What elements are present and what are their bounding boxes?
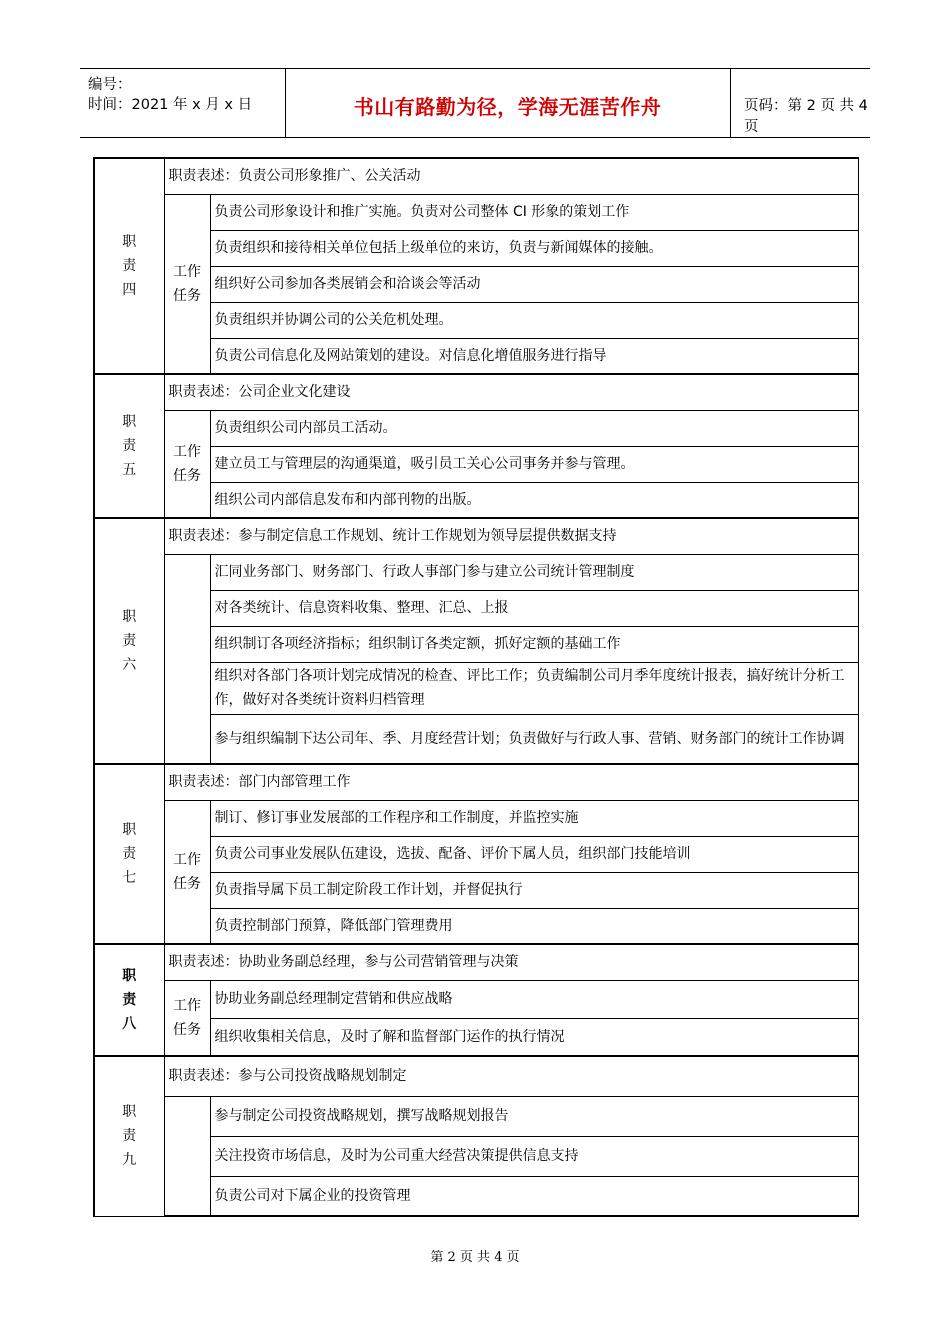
task-label-text: 工作 bbox=[173, 997, 201, 1014]
task-label-text: 工作 bbox=[173, 443, 201, 460]
duty-description-row bbox=[94, 374, 858, 410]
duty-description: 职责表述：公司企业文化建设 bbox=[164, 374, 858, 410]
page-info: 页码：第 2 页 共 4 页 bbox=[744, 98, 868, 135]
task-label-text: 工作 bbox=[173, 263, 201, 280]
task-label bbox=[164, 1096, 210, 1216]
page-header bbox=[80, 68, 870, 138]
duty-label-char: 职 bbox=[122, 234, 137, 250]
header-page-cell bbox=[730, 69, 870, 137]
duty-task-row bbox=[94, 1096, 858, 1136]
task-item: 负责组织公司内部员工活动。 bbox=[210, 410, 858, 446]
duty-description: 职责表述：参与公司投资战略规划制定 bbox=[164, 1056, 858, 1096]
page-footer: 第 2 页 共 4 页 bbox=[430, 1250, 520, 1265]
duty-description: 职责表述：参与制定信息工作规划、统计工作规划为领导层提供数据支持 bbox=[164, 518, 858, 554]
task-item: 组织对各部门各项计划完成情况的检查、评比工作；负责编制公司月季年度统计报表，搞好统计分析工作，做好对各类统计资料归档管理 bbox=[210, 662, 858, 714]
task-label-text: 任务 bbox=[173, 467, 201, 484]
task-label bbox=[164, 800, 210, 944]
task-item: 负责公司事业发展队伍建设，选拔、配备、评价下属人员，组织部门技能培训 bbox=[210, 836, 858, 872]
duty-task-row bbox=[94, 980, 858, 1018]
task-item: 参与制定公司投资战略规划，撰写战略规划报告 bbox=[210, 1096, 858, 1136]
task-item: 汇同业务部门、财务部门、行政人事部门参与建立公司统计管理制度 bbox=[210, 554, 858, 590]
header-slogan-cell bbox=[285, 69, 731, 137]
duty-label-char: 责 bbox=[122, 1128, 137, 1145]
task-label bbox=[164, 194, 210, 374]
duty-label-char: 责 bbox=[122, 846, 137, 862]
task-item: 关注投资市场信息，及时为公司重大经营决策提供信息支持 bbox=[210, 1136, 858, 1176]
task-item: 负责组织和接待相关单位包括上级单位的来访，负责与新闻媒体的接触。 bbox=[210, 230, 858, 266]
duties-table-body bbox=[94, 158, 858, 1216]
task-item: 建立员工与管理层的沟通渠道，吸引员工关心公司事务并参与管理。 bbox=[210, 446, 858, 482]
header-meta-cell bbox=[80, 69, 286, 137]
duty-label-char: 责 bbox=[122, 438, 137, 454]
task-label bbox=[164, 980, 210, 1056]
duty-label-char: 责 bbox=[122, 992, 137, 1008]
duty-label-char: 职 bbox=[122, 822, 137, 838]
duty-description: 职责表述：协助业务副总经理，参与公司营销管理与决策 bbox=[164, 944, 858, 980]
slogan: 书山有路勤为径，学海无涯苦作舟 bbox=[353, 95, 662, 119]
task-item: 负责控制部门预算，降低部门管理费用 bbox=[210, 908, 858, 944]
duty-label-char: 六 bbox=[122, 657, 137, 673]
duty-task-row bbox=[94, 554, 858, 590]
task-item: 负责公司对下属企业的投资管理 bbox=[210, 1176, 858, 1216]
duty-label-char: 职 bbox=[122, 609, 137, 625]
duty-label-char: 责 bbox=[122, 633, 137, 649]
duty-label-char: 责 bbox=[122, 258, 137, 274]
task-item: 负责公司形象设计和推广实施。负责对公司整体 CI 形象的策划工作 bbox=[210, 194, 858, 230]
document-date: 时间：2021 年 x 月 x 日 bbox=[88, 97, 253, 113]
duty-task-row bbox=[94, 194, 858, 230]
duty-label-char: 五 bbox=[122, 462, 137, 478]
duties-table bbox=[93, 157, 859, 1217]
duty-label bbox=[94, 374, 164, 518]
duty-label bbox=[94, 764, 164, 944]
duty-description-row bbox=[94, 944, 858, 980]
task-item: 组织制订各项经济指标；组织制订各类定额，抓好定额的基础工作 bbox=[210, 626, 858, 662]
task-item: 协助业务副总经理制定营销和供应战略 bbox=[210, 980, 858, 1018]
duty-description: 职责表述：部门内部管理工作 bbox=[164, 764, 858, 800]
task-item: 负责指导属下员工制定阶段工作计划，并督促执行 bbox=[210, 872, 858, 908]
task-item: 组织收集相关信息，及时了解和监督部门运作的执行情况 bbox=[210, 1018, 858, 1056]
task-label-text: 任务 bbox=[173, 287, 201, 304]
task-item: 组织公司内部信息发布和内部刊物的出版。 bbox=[210, 482, 858, 518]
task-item: 负责组织并协调公司的公关危机处理。 bbox=[210, 302, 858, 338]
duty-label bbox=[94, 1056, 164, 1216]
duty-label-char: 职 bbox=[122, 414, 137, 430]
duty-task-row bbox=[94, 410, 858, 446]
duty-label-char: 八 bbox=[122, 1016, 137, 1032]
duty-label-char: 九 bbox=[122, 1152, 137, 1169]
duty-label-char: 职 bbox=[122, 968, 137, 984]
task-item: 参与组织编制下达公司年、季、月度经营计划；负责做好与行政人事、营销、财务部门的统计工作协调 bbox=[210, 714, 858, 764]
task-label-text: 任务 bbox=[173, 875, 201, 892]
task-label bbox=[164, 410, 210, 518]
task-label bbox=[164, 554, 210, 764]
task-item: 对各类统计、信息资料收集、整理、汇总、上报 bbox=[210, 590, 858, 626]
duty-description-row bbox=[94, 1056, 858, 1096]
duty-label-char: 七 bbox=[122, 870, 137, 886]
duty-label bbox=[94, 944, 164, 1056]
task-item: 组织好公司参加各类展销会和洽谈会等活动 bbox=[210, 266, 858, 302]
task-item: 负责公司信息化及网站策划的建设。对信息化增值服务进行指导 bbox=[210, 338, 858, 374]
duty-label-char: 四 bbox=[122, 282, 137, 298]
duty-description: 职责表述：负责公司形象推广、公关活动 bbox=[164, 158, 858, 194]
duty-description-row bbox=[94, 158, 858, 194]
task-label-text: 任务 bbox=[173, 1021, 201, 1038]
document-number-label: 编号： bbox=[88, 77, 132, 93]
task-item: 制订、修订事业发展部的工作程序和工作制度，并监控实施 bbox=[210, 800, 858, 836]
duty-label bbox=[94, 518, 164, 764]
duty-task-row bbox=[94, 800, 858, 836]
duty-description-row bbox=[94, 518, 858, 554]
task-label-text: 工作 bbox=[173, 851, 201, 868]
duty-label bbox=[94, 158, 164, 374]
duty-label-char: 职 bbox=[122, 1104, 137, 1121]
duty-description-row bbox=[94, 764, 858, 800]
